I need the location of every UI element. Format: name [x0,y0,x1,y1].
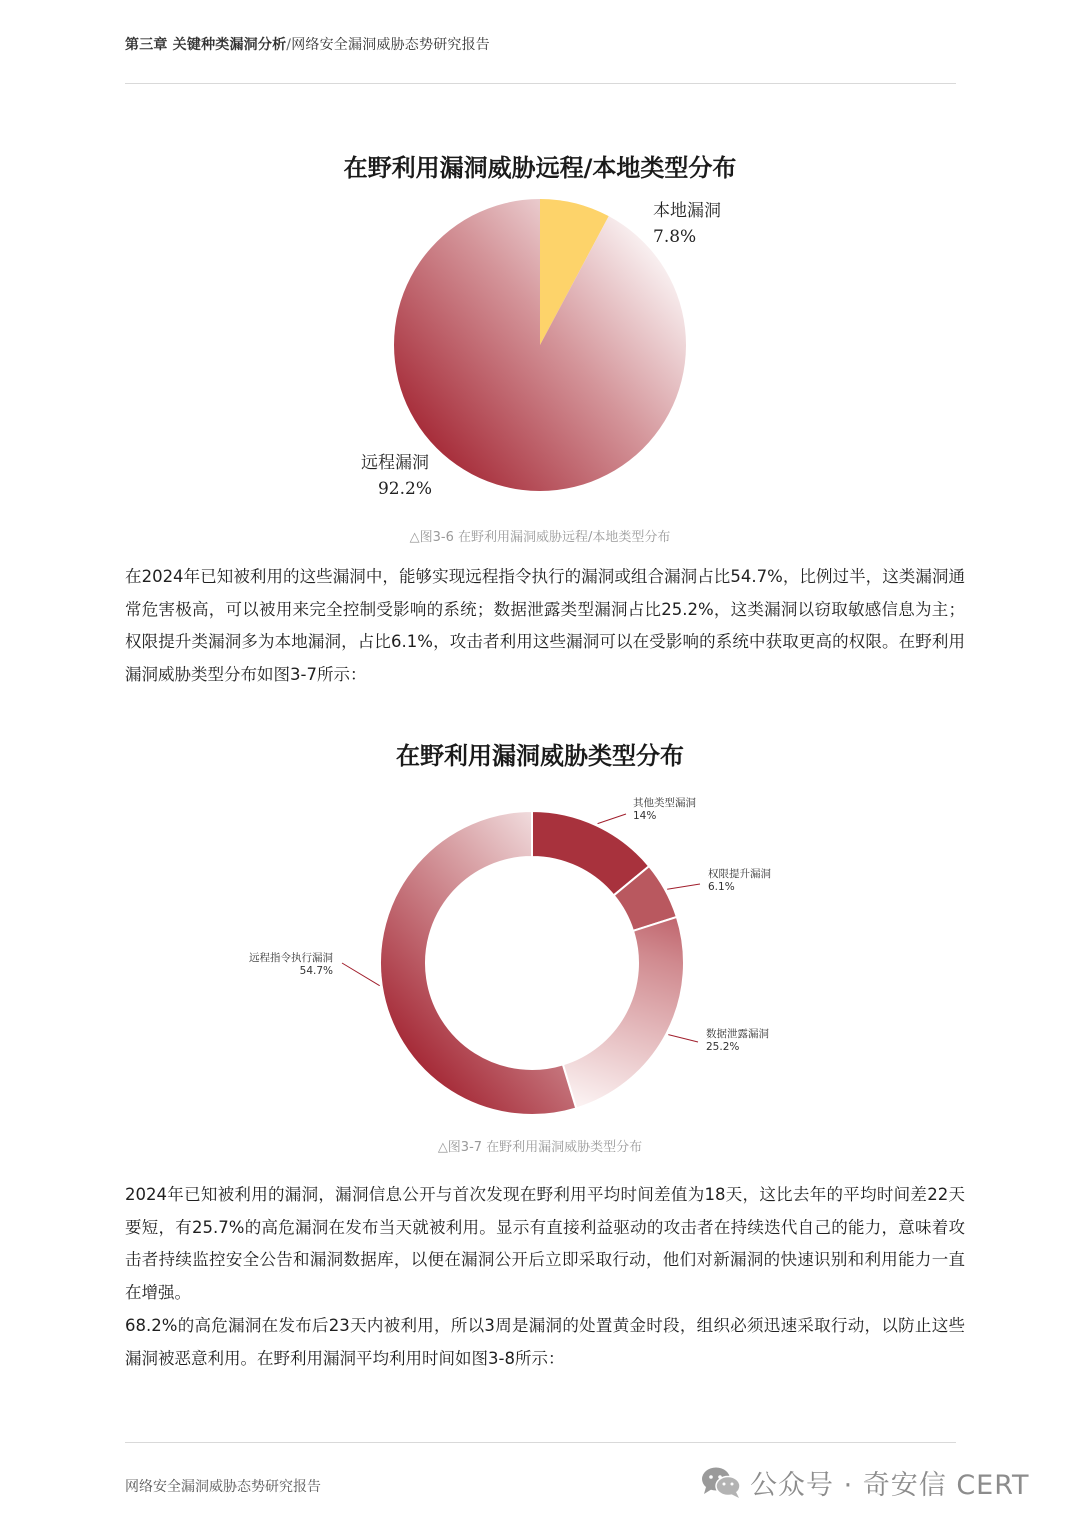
donut-value-remote-exec: 54.7% [299,965,333,977]
donut-label-remote-exec: 远程指令执行漏洞 [249,952,333,964]
pie-label-local: 本地漏洞 [653,201,721,221]
figure-caption-3-7: △图3-7 在野利用漏洞威胁类型分布 [437,1140,643,1155]
donut-slice-data-leak [563,917,684,1108]
donut-value-privilege-escalation: 6.1% [708,881,735,893]
chapter-title: 第三章 关键种类漏洞分析 [125,37,287,53]
chart2-title: 在野利用漏洞威胁类型分布 [396,742,684,770]
remote-local-pie-chart [0,180,1080,520]
donut-leader-other [598,814,626,824]
header-divider [125,83,956,84]
pie-slice-remote [394,199,686,491]
pie-label-remote: 远程漏洞 [361,453,429,473]
report-title: 网络安全漏洞威胁态势研究报告 [291,37,491,53]
threat-type-donut-chart [0,780,1080,1130]
donut-label-other: 其他类型漏洞 [633,797,696,809]
donut-value-data-leak: 25.2% [706,1041,740,1053]
donut-label-data-leak: 数据泄露漏洞 [706,1028,769,1040]
paragraph-exploit-timing: 2024年已知被利用的漏洞，漏洞信息公开与首次发现在野利用平均时间差值为18天，这比去年的平均时间差22天要短，有25.7%的高危漏洞在发布当天就被利用。显示有直接利益驱动的攻击者在持续迭代自己的能力，意味着攻击者持续监控安全公告和漏洞数据库，以便在漏洞公开后立即采取行动，他们对新漏洞的快速识别和利用能力一直在增强。 [125,1185,965,1302]
paragraph-exploit-types: 在2024年已知被利用的这些漏洞中，能够实现远程指令执行的漏洞或组合漏洞占比54.7%，比例过半，这类漏洞通常危害极高，可以被用来完全控制受影响的系统；数据泄露类型漏洞占比25.2%，这类漏洞以窃取敏感信息为主；权限提升类漏洞多为本地漏洞，占比6.1%，攻击者利用这些漏洞可以在受影响的系统中获取更高的权限。在野利用漏洞威胁类型分布如图3-7所示： [125,567,965,684]
pie-value-local: 7.8% [653,227,697,247]
footer-report-title: 网络安全漏洞威胁态势研究报告 [125,1479,321,1495]
figure-caption-3-6: △图3-6 在野利用漏洞威胁远程/本地类型分布 [409,530,671,545]
donut-value-other: 14% [633,810,657,822]
wechat-icon [700,1465,742,1499]
donut-leader-privilege-escalation [667,884,700,889]
donut-leader-remote-exec [342,963,380,986]
donut-label-privilege-escalation: 权限提升漏洞 [708,868,771,880]
donut-leader-data-leak [668,1035,698,1042]
page-header [125,34,490,54]
chart1-title: 在野利用漏洞威胁远程/本地类型分布 [343,154,737,182]
watermark-text: 公众号 · 奇安信 CERT [750,1469,1030,1501]
header-separator: / [286,37,292,53]
paragraph-golden-window: 68.2%的高危漏洞在发布后23天内被利用，所以3周是漏洞的处置黄金时段，组织必须迅速采取行动，以防止这些漏洞被恶意利用。在野利用漏洞平均利用时间如图3-8所示： [125,1316,965,1368]
wechat-watermark [700,1462,1030,1502]
pie-value-remote: 92.2% [377,479,433,499]
footer-divider [125,1442,956,1443]
